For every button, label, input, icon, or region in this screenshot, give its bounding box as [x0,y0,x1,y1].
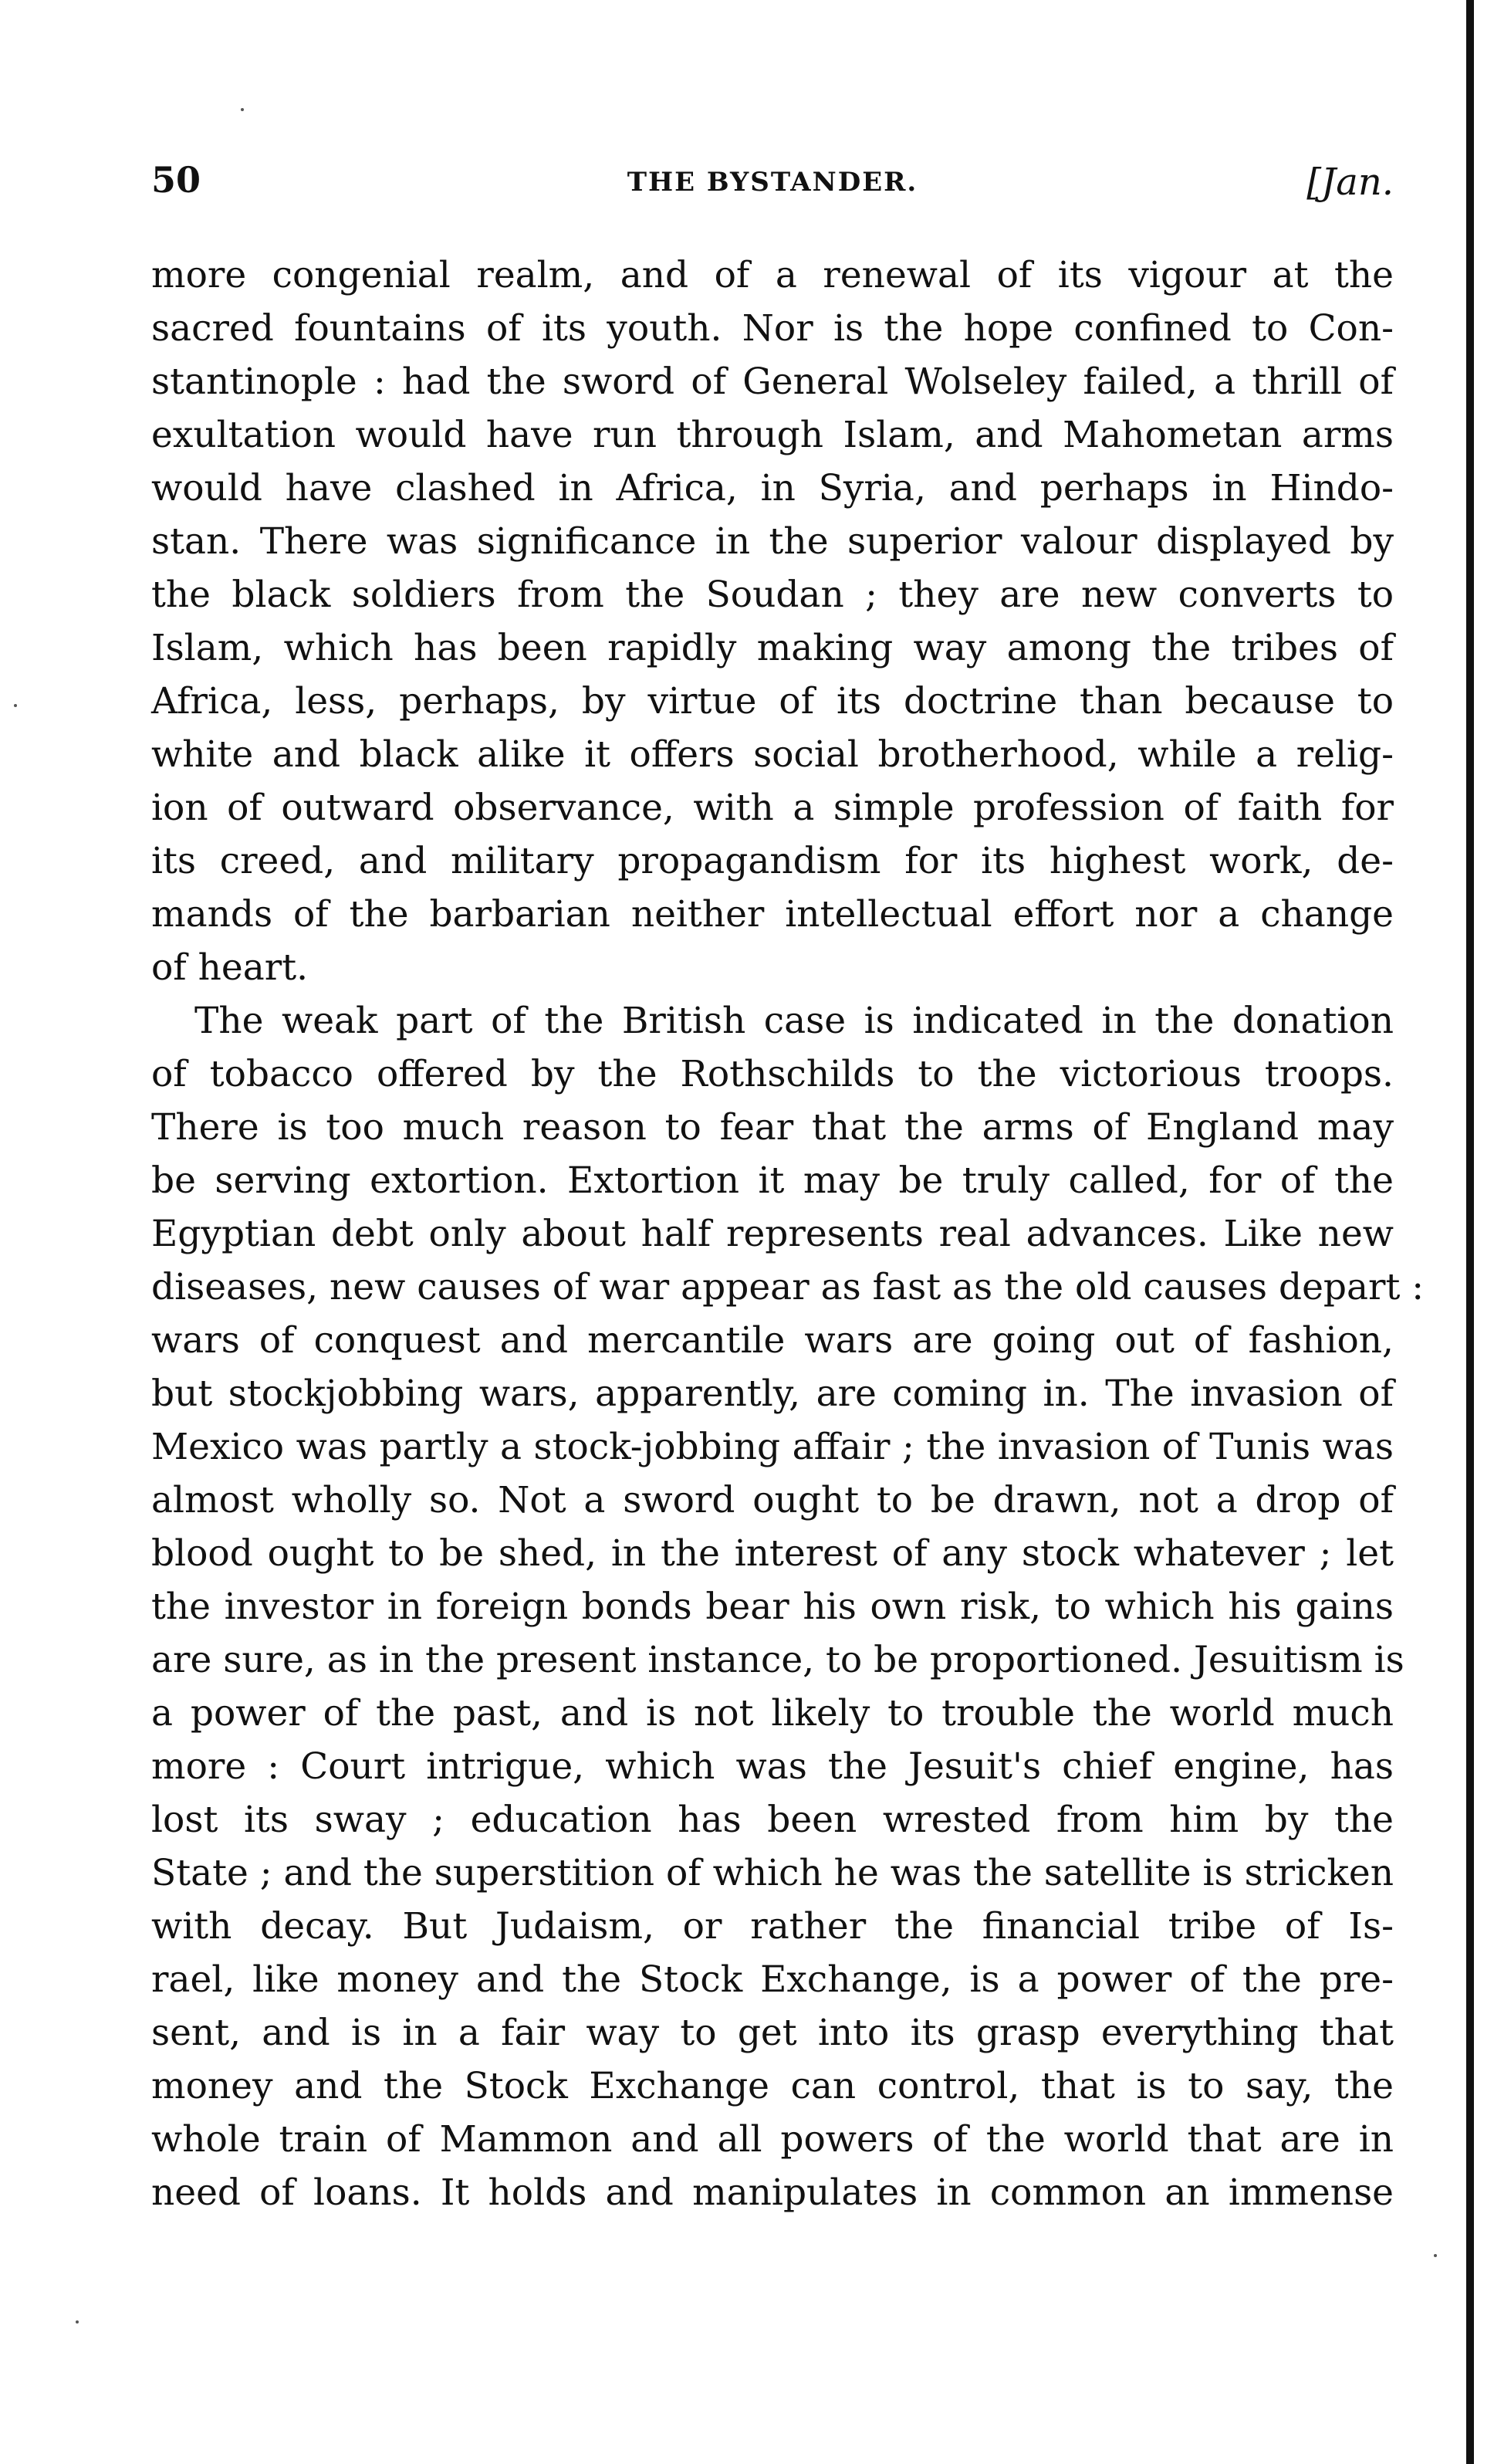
text-line: the black soldiers from the Soudan ; they are new converts to [151,574,1394,616]
scan-speck [14,704,17,707]
text-line: The weak part of the British case is indicated in the donation [194,1000,1394,1042]
text-line: a power of the past, and is not likely to trouble the world much [151,1692,1394,1735]
scan-speck [76,2320,79,2324]
text-line: almost wholly so. Not a sword ought to be drawn, not a drop of [151,1479,1394,1521]
paragraph-2 [151,994,1425,2219]
body-text [151,249,1425,2219]
text-line: would have clashed in Africa, in Syria, and perhaps in Hindo- [151,467,1394,509]
text-line: sent, and is in a fair way to get into its grasp everything that [151,2012,1394,2054]
text-line: white and black alike it offers social brotherhood, while a relig- [151,733,1394,776]
header-month: [Jan. [1306,161,1394,204]
running-header [151,151,1394,213]
paragraph-1 [151,249,1394,994]
text-line: stantinople : had the sword of General Wolseley failed, a thrill of [151,360,1394,403]
text-line: its creed, and military propagandism for its highest work, de- [151,840,1394,882]
text-line: Islam, which has been rapidly making way among the tribes of [151,627,1394,669]
text-line: Egyptian debt only about half represents real advances. Like new [151,1213,1394,1255]
text-line: more : Court intrigue, which was the Jesuit's chief engine, has [151,1745,1394,1788]
text-line: There is too much reason to fear that the arms of England may [151,1106,1394,1149]
scan-speck [1434,2254,1437,2257]
text-line: the investor in foreign bonds bear his own risk, to which his gains [151,1586,1394,1628]
scan-speck [241,108,244,111]
text-line: whole train of Mammon and all powers of the world that are in [151,2118,1394,2161]
text-line: need of loans. It holds and manipulates in common an immense [151,2171,1394,2214]
text-line: diseases, new causes of war appear as fast as the old causes depart : [151,1266,1425,1308]
text-line: lost its sway ; education has been wrested from him by the [151,1799,1394,1841]
text-line: Mexico was partly a stock-jobbing affair ; the invasion of Tunis was [151,1426,1394,1468]
page-edge-rule [1466,0,1474,2464]
text-line: wars of conquest and mercantile wars are going out of fashion, [151,1319,1394,1362]
text-line: ion of outward observance, with a simple profession of faith for [151,787,1394,829]
page-number: 50 [151,159,201,201]
text-line: more congenial realm, and of a renewal of its vigour at the [151,254,1394,296]
text-line: of heart. [151,946,309,989]
text-line: mands of the barbarian neither intellectual effort nor a change [151,893,1394,936]
text-line: rael, like money and the Stock Exchange, is a power of the pre- [151,1958,1394,2001]
text-line: be serving extortion. Extortion it may be truly called, for of the [151,1159,1394,1202]
text-line: blood ought to be shed, in the interest of any stock whatever ; let [151,1532,1394,1575]
text-line: of tobacco offered by the Rothschilds to the victorious troops. [151,1053,1394,1095]
text-line: money and the Stock Exchange can control, that is to say, the [151,2065,1394,2107]
text-line: sacred fountains of its youth. Nor is the hope confined to Con- [151,307,1394,350]
text-line: are sure, as in the present instance, to be proportioned. Jesuitism is [151,1639,1404,1681]
text-line: Africa, less, perhaps, by virtue of its doctrine than because to [151,680,1394,723]
running-title: THE BYSTANDER. [627,167,918,198]
text-line: State ; and the superstition of which he was the satellite is stricken [151,1852,1394,1894]
text-line: with decay. But Judaism, or rather the financial tribe of Is- [151,1905,1394,1948]
text-line: stan. There was significance in the superior valour displayed by [151,520,1394,563]
text-line: exultation would have run through Islam, and Mahometan arms [151,414,1394,456]
text-line: but stockjobbing wars, apparently, are coming in. The invasion of [151,1372,1394,1415]
